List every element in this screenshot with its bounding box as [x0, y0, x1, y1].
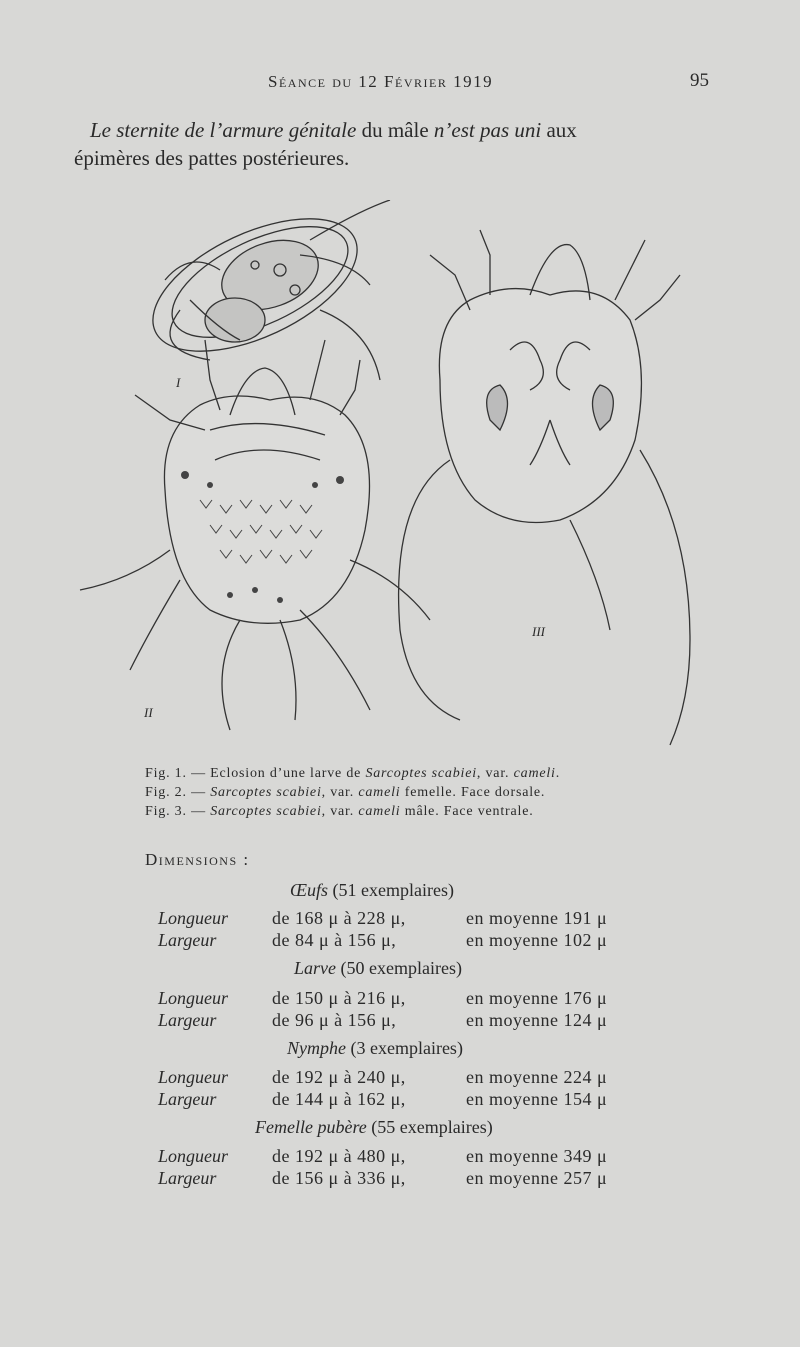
mite-drawings: [70, 200, 730, 755]
group-title-larva: Larve (50 exemplaires): [294, 958, 462, 978]
intro-paragraph: [74, 116, 724, 172]
group-title-female: Femelle pubère (55 exemplaires): [255, 1117, 493, 1137]
group-title-nymph: Nymphe (3 exemplaires): [287, 1038, 463, 1058]
dimensions-title: Dimensions :: [145, 850, 250, 869]
group-title-eggs: Œufs (51 exemplaires): [290, 880, 454, 900]
intro-italic-1: Le sternite de l’armure génitale: [90, 118, 357, 142]
table-row: Longueur de 192 μ à 240 μ, en moyenne 224 μ: [158, 1067, 608, 1087]
fig1-label: I: [176, 375, 181, 390]
mite-illustration: [70, 200, 730, 755]
figure-captions: [145, 764, 665, 821]
fig2-female-dorsal: [80, 340, 430, 730]
caption-fig1: Fig. 1. — Eclosion d’une larve de Sarcoptes scabiei, var. cameli.: [145, 766, 561, 781]
fig3-male-ventral: [399, 230, 690, 745]
table-row: Longueur de 168 μ à 228 μ, en moyenne 191 μ: [158, 908, 608, 928]
running-head: Séance du 12 Février 1919: [268, 72, 494, 91]
caption-fig2: Fig. 2. — Sarcoptes scabiei, var. cameli femelle. Face dorsale.: [145, 785, 546, 800]
table-row: Largeur de 156 μ à 336 μ, en moyenne 257 μ: [158, 1168, 608, 1188]
fig2-label: II: [144, 705, 153, 720]
fig3-label: III: [532, 624, 545, 639]
intro-italic-2: n’est pas uni: [433, 118, 542, 142]
caption-fig3: Fig. 3. — Sarcoptes scabiei, var. cameli mâle. Face ventrale.: [145, 804, 534, 819]
table-row: Longueur de 192 μ à 480 μ, en moyenne 349 μ: [158, 1146, 608, 1166]
page-header: [0, 70, 800, 100]
table-row: Largeur de 84 μ à 156 μ, en moyenne 102 μ: [158, 930, 608, 950]
table-row: Longueur de 150 μ à 216 μ, en moyenne 176 μ: [158, 988, 608, 1008]
table-row: Largeur de 144 μ à 162 μ, en moyenne 154 μ: [158, 1089, 608, 1109]
fig1-hatching-larva: [133, 200, 390, 380]
intro-text-1: du mâle: [356, 118, 434, 142]
page-number: 95: [690, 70, 709, 91]
table-row: Largeur de 96 μ à 156 μ, en moyenne 124 μ: [158, 1010, 608, 1030]
intro-text-2: aux: [541, 118, 577, 142]
intro-line-2: épimères des pattes postérieures.: [74, 146, 350, 170]
